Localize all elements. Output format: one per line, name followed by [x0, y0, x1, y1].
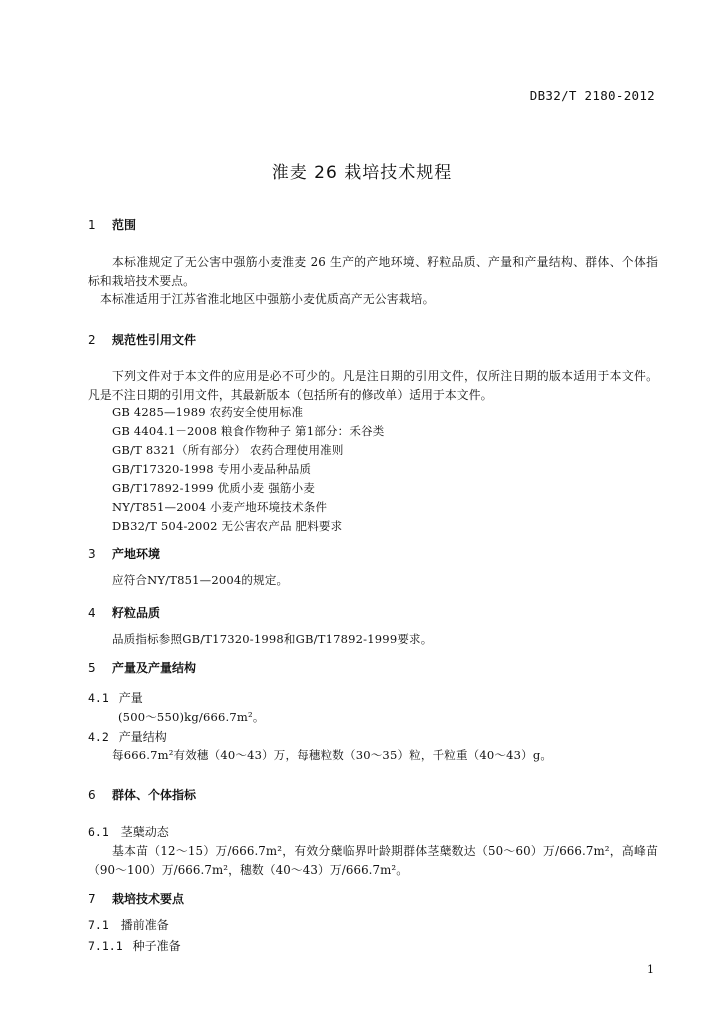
section-number: 5 — [88, 661, 96, 675]
subsection-number: 7.1 — [88, 918, 109, 932]
subsection-4-1-heading — [88, 689, 143, 706]
section-title: 产地环境 — [112, 547, 161, 561]
page-number: 1 — [647, 963, 654, 976]
reference-item: GB 4404.1－2008 粮食作物种子 第1部分：禾谷类 — [112, 424, 385, 438]
section-5-heading — [88, 659, 196, 676]
subsection-title: 产量 — [118, 691, 143, 705]
section-title: 范围 — [112, 218, 137, 232]
subsection-6-1-heading — [88, 823, 169, 840]
reference-item: GB/T17892-1999 优质小麦 强筋小麦 — [112, 481, 316, 495]
reference-item: GB 4285—1989 农药安全使用标准 — [112, 405, 304, 419]
reference-item: DB32/T 504-2002 无公害农产品 肥料要求 — [112, 519, 343, 533]
subsection-number: 6.1 — [88, 825, 109, 839]
section-1-paragraph-1: 本标准规定了无公害中强筋小麦淮麦 26 生产的产地环境、籽粒品质、产量和产量结构、群体、个体指标和栽培技术要点。 — [88, 255, 658, 288]
reference-item: GB/T 8321（所有部分） 农药合理使用准则 — [112, 443, 344, 457]
reference-item: NY/T851—2004 小麦产地环境技术条件 — [112, 500, 328, 514]
section-3-paragraph: 应符合NY/T851—2004的规定。 — [112, 573, 289, 587]
document-title: 淮麦 26 栽培技术规程 — [271, 163, 453, 183]
section-2-paragraph-1: 下列文件对于本文件的应用是必不可少的。凡是注日期的引用文件，仅所注日期的版本适用于本文件。凡是不注日期的引用文件，其最新版本（包括所有的修改单）适用于本文件。 — [88, 369, 658, 402]
subsection-7-1-heading — [88, 916, 169, 933]
tiller-dynamics-text: 基本苗（12～15）万/666.7m²，有效分蘖临界叶龄期群体茎蘖数达（50～60）万/666.7m²，高峰苗（90～100）万/666.7m²，穗数（40～43）万/666.7m²。 — [88, 844, 658, 877]
section-1-heading — [88, 216, 136, 233]
subsection-title: 种子准备 — [132, 939, 181, 953]
section-title: 栽培技术要点 — [112, 892, 185, 906]
section-1-paragraph-2: 本标准适用于江苏省淮北地区中强筋小麦优质高产无公害栽培。 — [100, 292, 435, 306]
section-title: 产量及产量结构 — [112, 661, 197, 675]
section-title: 规范性引用文件 — [112, 333, 197, 347]
yield-text: (500～550)kg/666.7m²。 — [118, 710, 265, 724]
subsection-title: 播前准备 — [120, 918, 169, 932]
section-number: 7 — [88, 892, 96, 906]
subsection-number: 4.2 — [88, 730, 109, 744]
section-6-heading — [88, 786, 196, 803]
section-number: 6 — [88, 788, 96, 802]
subsection-7-1-1-heading — [88, 937, 181, 954]
section-number: 4 — [88, 606, 96, 620]
subsection-4-2-heading — [88, 728, 167, 745]
section-title: 群体、个体指标 — [112, 788, 197, 802]
section-number: 2 — [88, 333, 96, 347]
section-4-paragraph: 品质指标参照GB/T17320-1998和GB/T17892-1999要求。 — [112, 632, 433, 646]
section-number: 3 — [88, 547, 96, 561]
section-title: 籽粒品质 — [112, 606, 161, 620]
section-number: 1 — [88, 218, 96, 232]
section-3-heading — [88, 545, 160, 562]
subsection-title: 茎蘖动态 — [120, 825, 169, 839]
yield-structure-text: 每666.7m²有效穗（40～43）万，每穗粒数（30～35）粒，千粒重（40～43）g。 — [112, 748, 553, 762]
subsection-number: 4.1 — [88, 691, 109, 705]
reference-item: GB/T17320-1998 专用小麦品种品质 — [112, 462, 312, 476]
section-2-heading — [88, 331, 196, 348]
subsection-number: 7.1.1 — [88, 939, 123, 953]
section-4-heading — [88, 604, 160, 621]
standard-code: DB32/T 2180-2012 — [529, 88, 655, 103]
section-7-heading — [88, 890, 184, 907]
subsection-title: 产量结构 — [118, 730, 167, 744]
